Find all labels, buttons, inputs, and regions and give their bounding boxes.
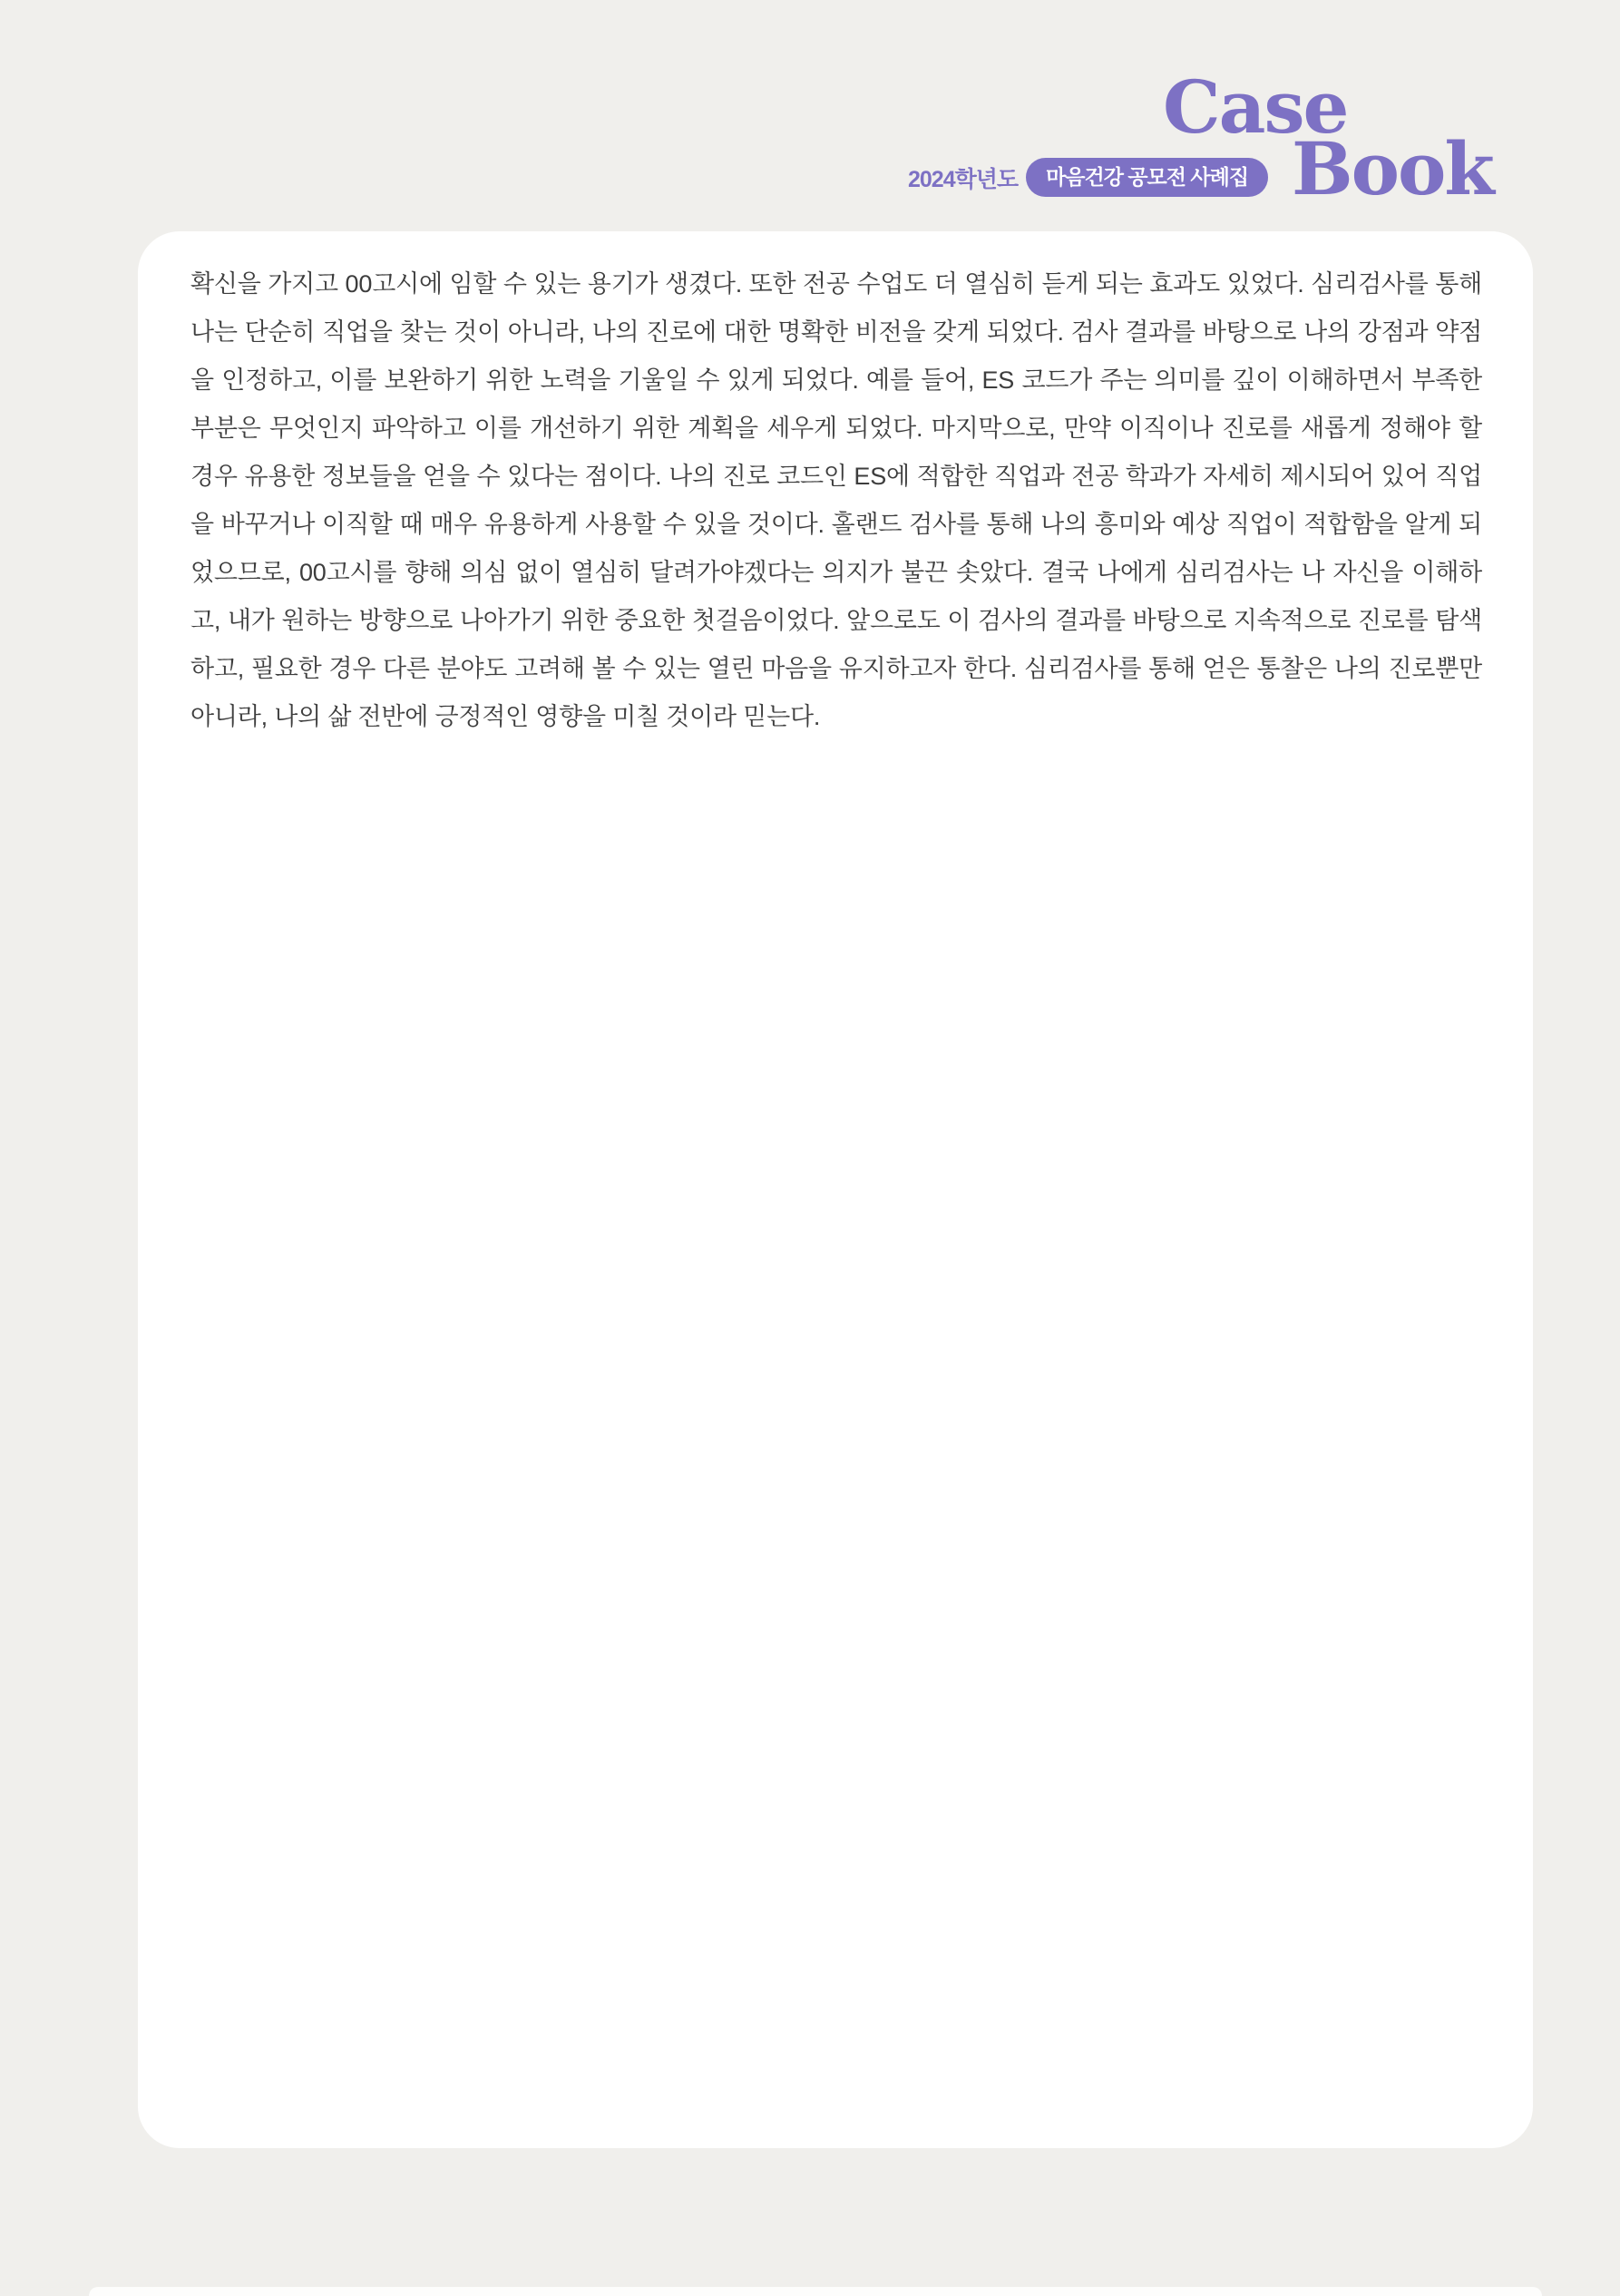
card-body — [190, 260, 1482, 741]
essay-paragraph: 확신을 가지고 00고시에 임할 수 있는 용기가 생겼다. 또한 전공 수업도 더 열심히 듣게 되는 효과도 있었다. 심리검사를 통해 나는 단순히 직업을 찾는 것이 아니라, 나의 진로에 대한 명확한 비전을 갖게 되었다. 검사 결과를 바탕으로 나의 강점과 약점을 인정하고, 이를 보완하기 위한 노력을 기울일 수 있게 되었다. 예를 들어, ES 코드가 주는 의미를 깊이 이해하면서 부족한 부분은 무엇인지 파악하고 이를 개선하기 위한 계획을 세우게 되었다. 마지막으로, 만약 이직이나 진로를 새롭게 정해야 할 경우 유용한 정보들을 얻을 수 있다는 점이다. 나의 진로 코드인 ES에 적합한 직업과 전공 학과가 자세히 제시되어 있어 직업을 바꾸거나 이직할 때 매우 유용하게 사용할 수 있을 것이다. 홀랜드 검사를 통해 나의 흥미와 예상 직업이 적합함을 알게 되었으므로, 00고시를 향해 의심 없이 열심히 달려가야겠다는 의지가 불끈 솟았다. 결국 나에게 심리검사는 나 자신을 이해하고, 내가 원하는 방향으로 나아가기 위한 중요한 첫걸음이었다. 앞으로도 이 검사의 결과를 바탕으로 지속적으로 진로를 탐색하고, 필요한 경우 다른 분야도 고려해 볼 수 있는 열린 마음을 유지하고자 한다. 심리검사를 통해 얻은 통찰은 나의 진로뿐만 아니라, 나의 삶 전반에 긍정적인 영향을 미칠 것이라 믿는다. — [190, 270, 1482, 730]
header-subtitle-row — [908, 158, 1268, 197]
content-card — [138, 231, 1533, 2148]
academic-year-label: 2024학년도 — [908, 166, 1019, 192]
contest-casebook-badge: 마음건강 공모전 사례집 — [1026, 158, 1268, 197]
casebook-logo-word-book: Book — [1292, 126, 1493, 211]
casebook-logo-word-case: Case — [1163, 64, 1348, 150]
next-page-top-edge — [89, 2287, 1542, 2296]
